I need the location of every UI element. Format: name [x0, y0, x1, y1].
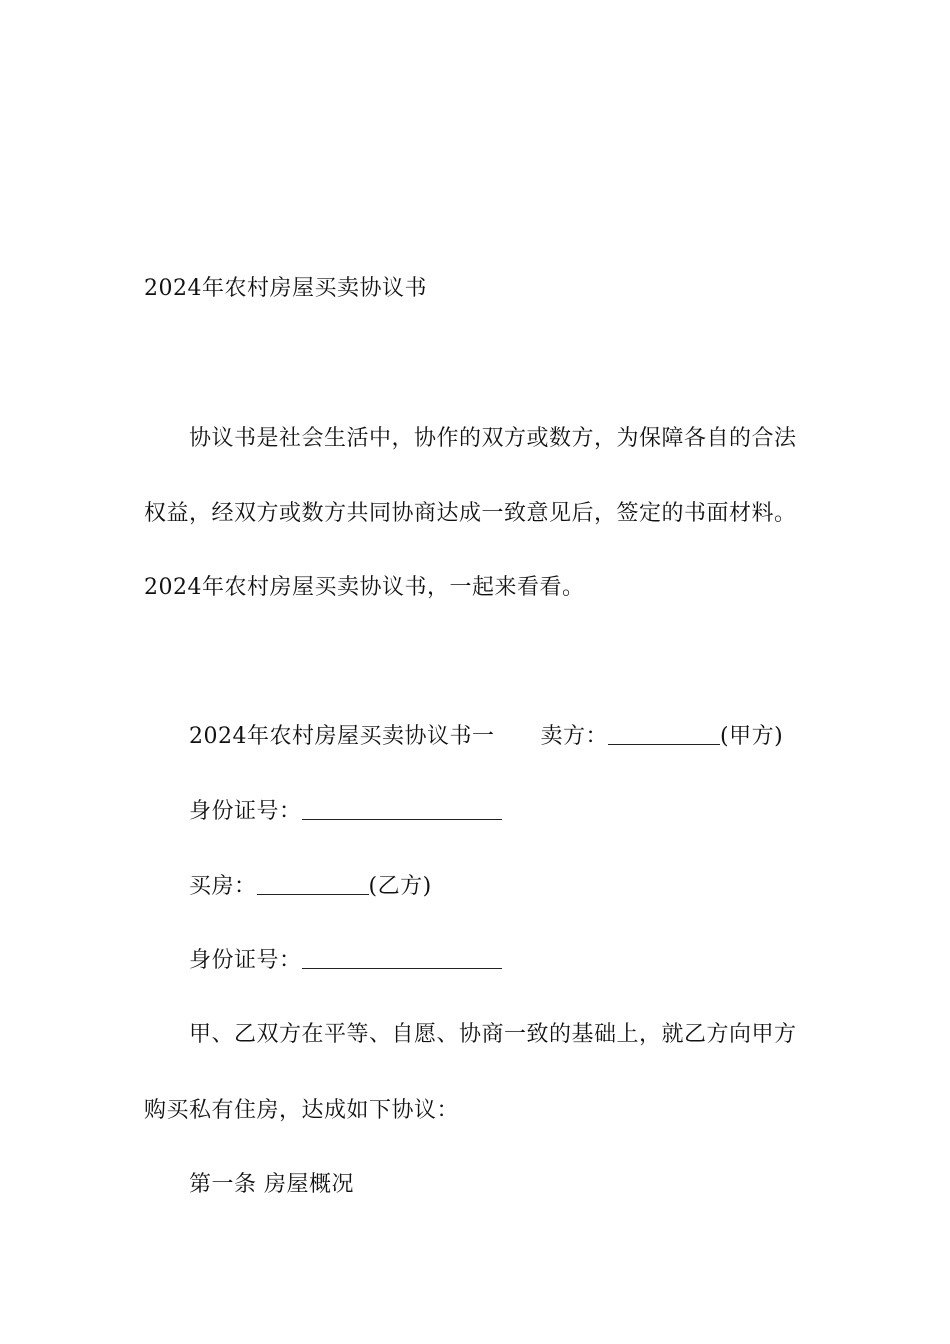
buyer-id-blank: [302, 946, 502, 969]
buyer-row: [189, 872, 432, 902]
agreement-heading-row: [189, 722, 783, 752]
buyer-label: 买房：: [189, 874, 257, 899]
seller-label: 卖方：: [540, 724, 609, 749]
intro-paragraph-line-3: 2024年农村房屋买卖协议书，一起来看看。: [144, 575, 585, 600]
seller-id-blank: [302, 797, 502, 820]
buyer-id-row: [189, 946, 502, 976]
preamble-line-1: 甲、乙双方在平等、自愿、协商一致的基础上，就乙方向甲方: [189, 1022, 797, 1047]
agreement-heading: 2024年农村房屋买卖协议书一: [189, 724, 495, 749]
document-title: 2024年农村房屋买卖协议书: [144, 276, 427, 301]
buyer-id-label: 身份证号：: [189, 948, 302, 973]
intro-paragraph-line-1: 协议书是社会生活中，协作的双方或数方，为保障各自的合法: [189, 426, 797, 451]
seller-suffix: (甲方): [720, 724, 784, 749]
article-1-heading: 第一条 房屋概况: [189, 1172, 354, 1197]
preamble-line-2: 购买私有住房，达成如下协议：: [144, 1098, 460, 1123]
seller-id-label: 身份证号：: [189, 799, 302, 824]
seller-blank: [608, 722, 720, 745]
seller-id-row: [189, 797, 502, 827]
buyer-blank: [257, 872, 369, 895]
intro-paragraph-line-2: 权益，经双方或数方共同协商达成一致意见后，签定的书面材料。: [144, 501, 797, 526]
buyer-suffix: (乙方): [368, 874, 432, 899]
